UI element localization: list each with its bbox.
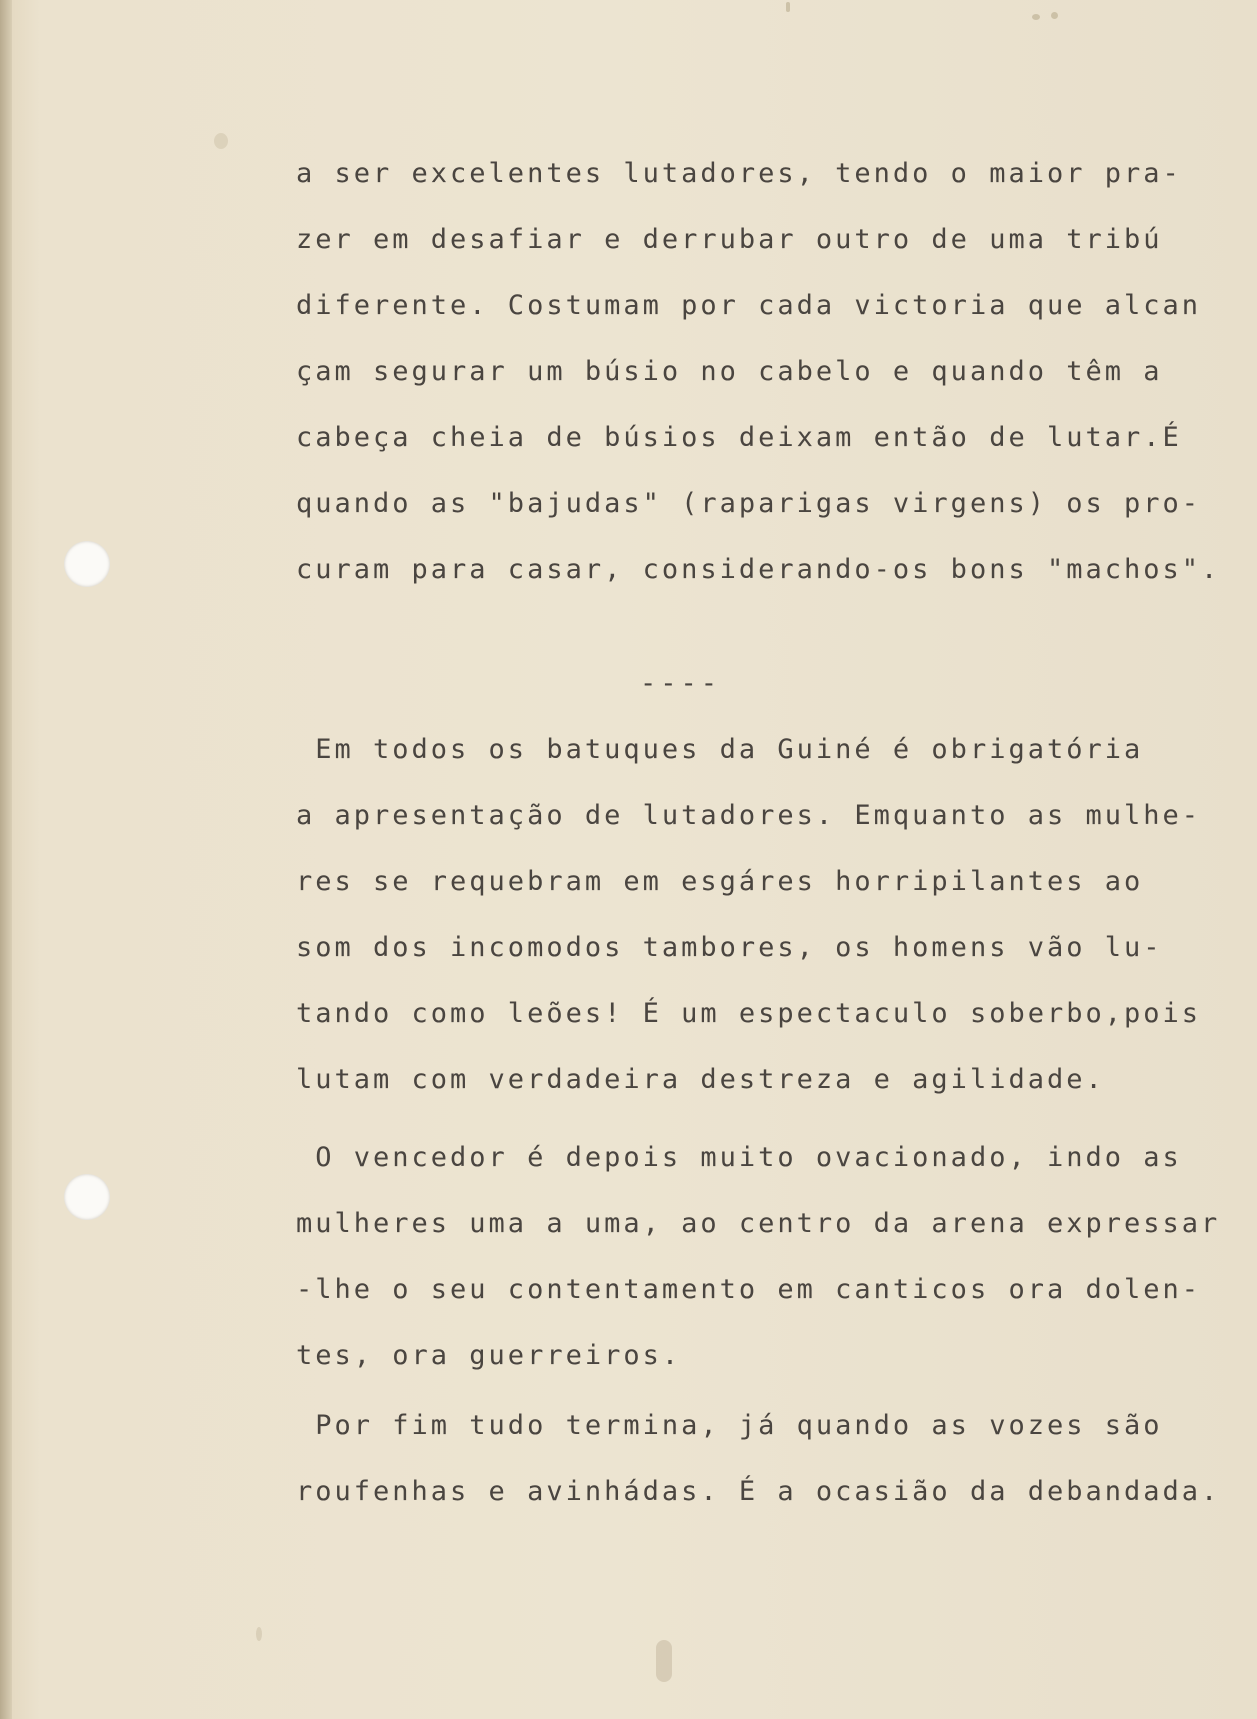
- text-line: a ser excelentes lutadores, tendo o maior pra-: [296, 158, 1182, 189]
- text-line: cabeça cheia de búsios deixam então de lutar.É: [296, 422, 1182, 453]
- text-line: a apresentação de lutadores. Emquanto as mulhe-: [296, 800, 1202, 831]
- text-line: Em todos os batuques da Guiné é obrigatória: [296, 734, 1144, 765]
- punch-hole-top: [64, 541, 110, 587]
- paragraph-3: [296, 1138, 1256, 1371]
- text-line: som dos incomodos tambores, os homens vão lu-: [296, 932, 1163, 963]
- paper-stain: [214, 133, 228, 149]
- text-line: lutam com verdadeira destreza e agilidade.: [296, 1064, 1105, 1095]
- text-line: mulheres uma a uma, ao centro da arena expressar: [296, 1208, 1221, 1239]
- text-line: zer em desafiar e derrubar outro de uma tribú: [296, 224, 1163, 255]
- paper-stain: [256, 1627, 262, 1641]
- text-line: O vencedor é depois muito ovacionado, indo as: [296, 1142, 1182, 1173]
- text-line: -lhe o seu contentamento em canticos ora dolen-: [296, 1274, 1202, 1305]
- punch-hole-bottom: [64, 1174, 110, 1220]
- paragraph-1: [296, 154, 1256, 585]
- ink-speck: [1032, 14, 1040, 20]
- paragraph-4: [296, 1406, 1256, 1530]
- section-separator: ----: [640, 668, 722, 699]
- paragraph-2: [296, 730, 1256, 1095]
- text-line: Por fim tudo termina, já quando as vozes são: [296, 1410, 1163, 1441]
- text-line: quando as "bajudas" (raparigas virgens) os pro-: [296, 488, 1202, 519]
- text-line: diferente. Costumam por cada victoria que alcan: [296, 290, 1202, 321]
- text-line: curam para casar, considerando-os bons "machos".: [296, 554, 1221, 585]
- page-edge-shadow: [0, 0, 12, 1719]
- ink-speck: [786, 2, 790, 12]
- text-line: tando como leões! É um espectaculo soberbo,pois: [296, 998, 1202, 1029]
- paper-stain: [656, 1640, 672, 1682]
- text-line: çam segurar um búsio no cabelo e quando têm a: [296, 356, 1163, 387]
- text-line: tes, ora guerreiros.: [296, 1340, 682, 1371]
- ink-speck: [1051, 12, 1058, 19]
- text-line: res se requebram em esgáres horripilantes ao: [296, 866, 1144, 897]
- text-line: roufenhas e avinhádas. É a ocasião da debandada.: [296, 1476, 1221, 1507]
